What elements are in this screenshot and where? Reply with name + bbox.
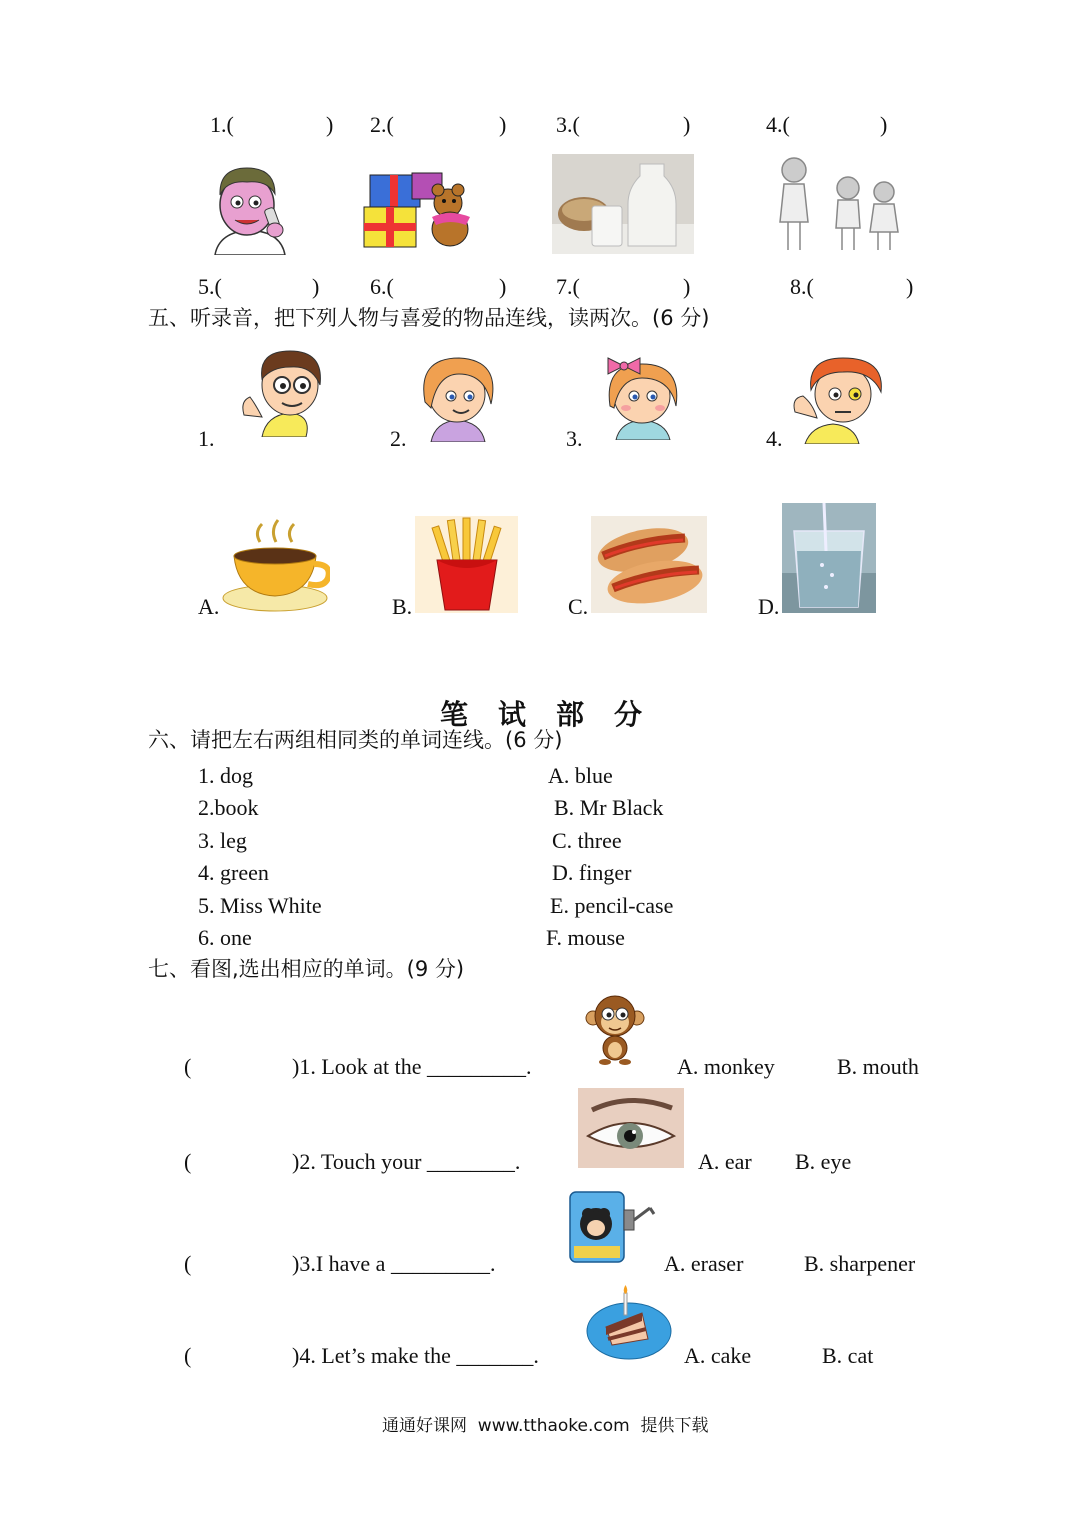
open-paren: ( <box>184 1343 192 1368</box>
family-sketch-icon <box>772 152 907 255</box>
question-2-option-b: B. eye <box>795 1149 852 1174</box>
section5-heading: 五、听录音，把下列人物与喜爱的物品连线，读两次。(6 分) <box>148 306 710 330</box>
match-right-a: A. blue <box>548 763 613 788</box>
question-4-option-a: A. cake <box>684 1343 752 1368</box>
girl-orange-hair-icon <box>405 352 505 442</box>
close-paren: ) <box>683 112 691 137</box>
boy-glasses-icon <box>232 345 332 437</box>
question-3-option-b: B. sharpener <box>804 1251 916 1276</box>
answer-label-8: 8.( <box>790 274 814 299</box>
person-label-3: 3. <box>566 426 583 451</box>
question-4-stem: )4. Let’s make the _______. <box>292 1343 539 1368</box>
glass-of-water-icon <box>782 503 876 613</box>
match-left-2: 2.book <box>198 795 259 820</box>
open-paren: ( <box>184 1149 192 1174</box>
birthday-cake-icon <box>584 1283 674 1363</box>
match-left-3: 3. leg <box>198 828 247 853</box>
written-part-title: 笔试部分 <box>440 698 673 731</box>
close-paren: ) <box>880 112 888 137</box>
match-right-d: D. finger <box>552 860 632 885</box>
item-label-b: B. <box>392 594 413 619</box>
gifts-teddy-icon <box>362 165 477 250</box>
answer-label-6: 6.( <box>370 274 394 299</box>
question-1-option-a: A. monkey <box>677 1054 775 1079</box>
hot-dog-icon <box>591 516 707 613</box>
question-4-option-b: B. cat <box>822 1343 874 1368</box>
section7-heading: 七、看图,选出相应的单词。(9 分) <box>148 957 465 981</box>
close-paren: ) <box>683 274 691 299</box>
question-2-stem: )2. Touch your ________. <box>292 1149 521 1174</box>
question-1-option-b: B. mouth <box>837 1054 919 1079</box>
item-label-c: C. <box>568 594 589 619</box>
question-3-stem: )3.I have a _________. <box>292 1251 496 1276</box>
person-label-1: 1. <box>198 426 215 451</box>
person-label-4: 4. <box>766 426 783 451</box>
answer-label-5: 5.( <box>198 274 222 299</box>
close-paren: ) <box>499 112 507 137</box>
person-label-2: 2. <box>390 426 407 451</box>
close-paren: ) <box>499 274 507 299</box>
match-left-6: 6. one <box>198 925 252 950</box>
question-2-option-a: A. ear <box>698 1149 752 1174</box>
question-3-option-a: A. eraser <box>664 1251 744 1276</box>
match-right-e: E. pencil-case <box>550 893 674 918</box>
answer-label-3: 3.( <box>556 112 580 137</box>
close-paren: ) <box>906 274 914 299</box>
match-left-4: 4. green <box>198 860 269 885</box>
boy-thinking-icon <box>785 352 895 444</box>
open-paren: ( <box>184 1251 192 1276</box>
monkey-icon <box>585 994 645 1066</box>
open-paren: ( <box>184 1054 192 1079</box>
match-right-f: F. mouse <box>546 925 625 950</box>
close-paren: ) <box>312 274 320 299</box>
answer-label-2: 2.( <box>370 112 394 137</box>
answer-label-4: 4.( <box>766 112 790 137</box>
match-left-5: 5. Miss White <box>198 893 322 918</box>
girl-bow-icon <box>590 350 695 440</box>
section6-heading: 六、请把左右两组相同类的单词连线。(6 分) <box>148 728 563 752</box>
match-right-b: B. Mr Black <box>554 795 664 820</box>
coffee-cup-icon <box>220 512 330 612</box>
boy-phone-icon <box>205 160 295 255</box>
item-label-d: D. <box>758 594 780 619</box>
eye-icon <box>578 1088 684 1168</box>
answer-label-7: 7.( <box>556 274 580 299</box>
sharpener-icon <box>562 1184 657 1270</box>
french-fries-icon <box>415 516 518 613</box>
match-left-1: 1. dog <box>198 763 253 788</box>
match-right-c: C. three <box>552 828 622 853</box>
page-footer: 通通好课网 www.tthaoke.com 提供下载 <box>382 1416 709 1436</box>
question-1-stem: )1. Look at the _________. <box>292 1054 532 1079</box>
close-paren: ) <box>326 112 334 137</box>
item-label-a: A. <box>198 594 220 619</box>
answer-label-1: 1.( <box>210 112 234 137</box>
bread-milk-icon <box>552 154 694 254</box>
